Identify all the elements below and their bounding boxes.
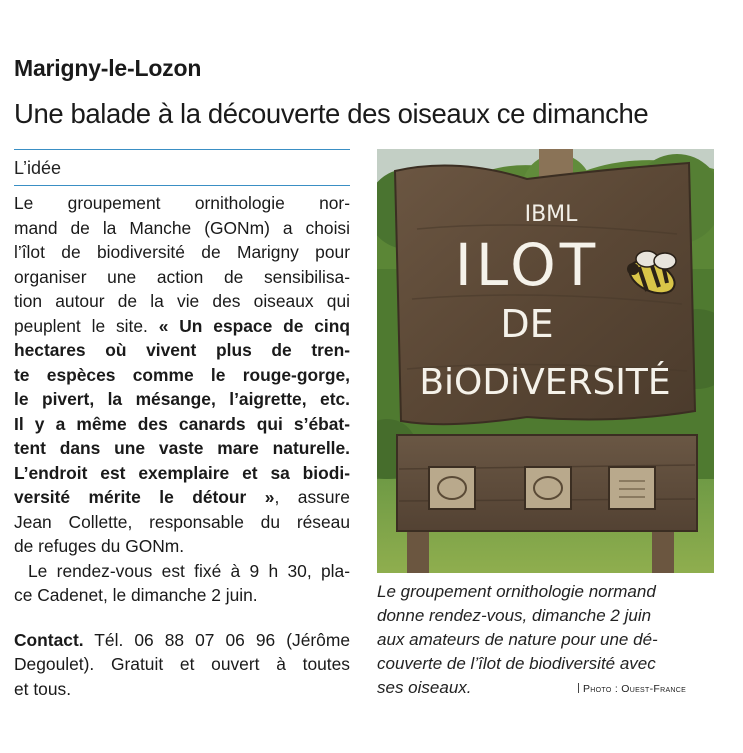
contact-label: Contact. xyxy=(14,629,84,650)
quote-text: versité mérite le détour » xyxy=(14,487,275,507)
headline: Une balade à la découverte des oiseaux ce dimanche xyxy=(14,98,649,129)
credit-text: Photo : Ouest-France xyxy=(583,683,687,695)
caption-line: ses oiseaux. xyxy=(377,678,472,697)
rubric-label: L’idée xyxy=(14,158,62,178)
caption-line: couverte de l’îlot de biodiversité avec xyxy=(377,654,656,673)
quote-line: Il y a même des canards qui s’ébat- xyxy=(14,413,350,434)
caption-line: aux amateurs de nature pour une dé- xyxy=(377,630,658,649)
sign-text: IBML xyxy=(524,202,578,227)
article-photo xyxy=(377,149,714,573)
contact-text: Tél. 06 88 07 06 96 (Jérôme xyxy=(83,629,350,650)
quote-line: L’endroit est exemplaire et sa biodi- xyxy=(14,462,350,483)
photo-credit xyxy=(578,683,686,695)
body-line: de refuges du GONm. xyxy=(14,536,185,556)
rdv-line: ce Cadenet, le dimanche 2 juin. xyxy=(14,585,258,605)
body-line: Le groupement ornithologie nor- xyxy=(14,193,350,213)
sign-text: DE xyxy=(500,302,554,346)
quote-text: « Un espace de cinq xyxy=(158,315,350,336)
body-line: organiser une action de sensibilisa- xyxy=(14,266,350,287)
article-body xyxy=(14,191,350,701)
rdv-line: Le rendez-vous est fixé à 9 h 30, pla- xyxy=(28,560,350,581)
sign-text: BiODiVERSITÉ xyxy=(419,362,671,403)
contact-line xyxy=(14,628,350,653)
sign-text: ILOT xyxy=(454,231,600,299)
body-line xyxy=(14,314,350,339)
quote-line: le pivert, la mésange, l’aigrette, etc. xyxy=(14,389,350,409)
quote-line: tent dans une vaste mare naturelle. xyxy=(14,438,350,458)
body-line: Jean Collette, responsable du réseau xyxy=(14,511,350,532)
body-line: l’îlot de biodiversité de Marigny pour xyxy=(14,242,350,262)
body-text: , assure xyxy=(274,487,350,507)
rubric-box xyxy=(14,149,350,186)
caption-line: donne rendez-vous, dimanche 2 juin xyxy=(377,606,652,625)
caption-line: Le groupement ornithologie normand xyxy=(377,582,656,601)
contact-line: Degoulet). Gratuit et ouvert à toutes xyxy=(14,654,350,674)
location-kicker: Marigny-le-Lozon xyxy=(14,55,202,81)
photo-caption xyxy=(377,580,714,700)
body-text: peuplent le site. xyxy=(14,315,159,336)
contact-line: et tous. xyxy=(14,678,72,699)
body-line xyxy=(14,485,350,510)
quote-line: te espèces comme le rouge-gorge, xyxy=(14,364,350,385)
body-line: tion autour de la vie des oiseaux qui xyxy=(14,291,350,311)
quote-line: hectares où vivent plus de tren- xyxy=(14,340,350,360)
body-line: mand de la Manche (GONm) a choisi xyxy=(14,217,350,238)
